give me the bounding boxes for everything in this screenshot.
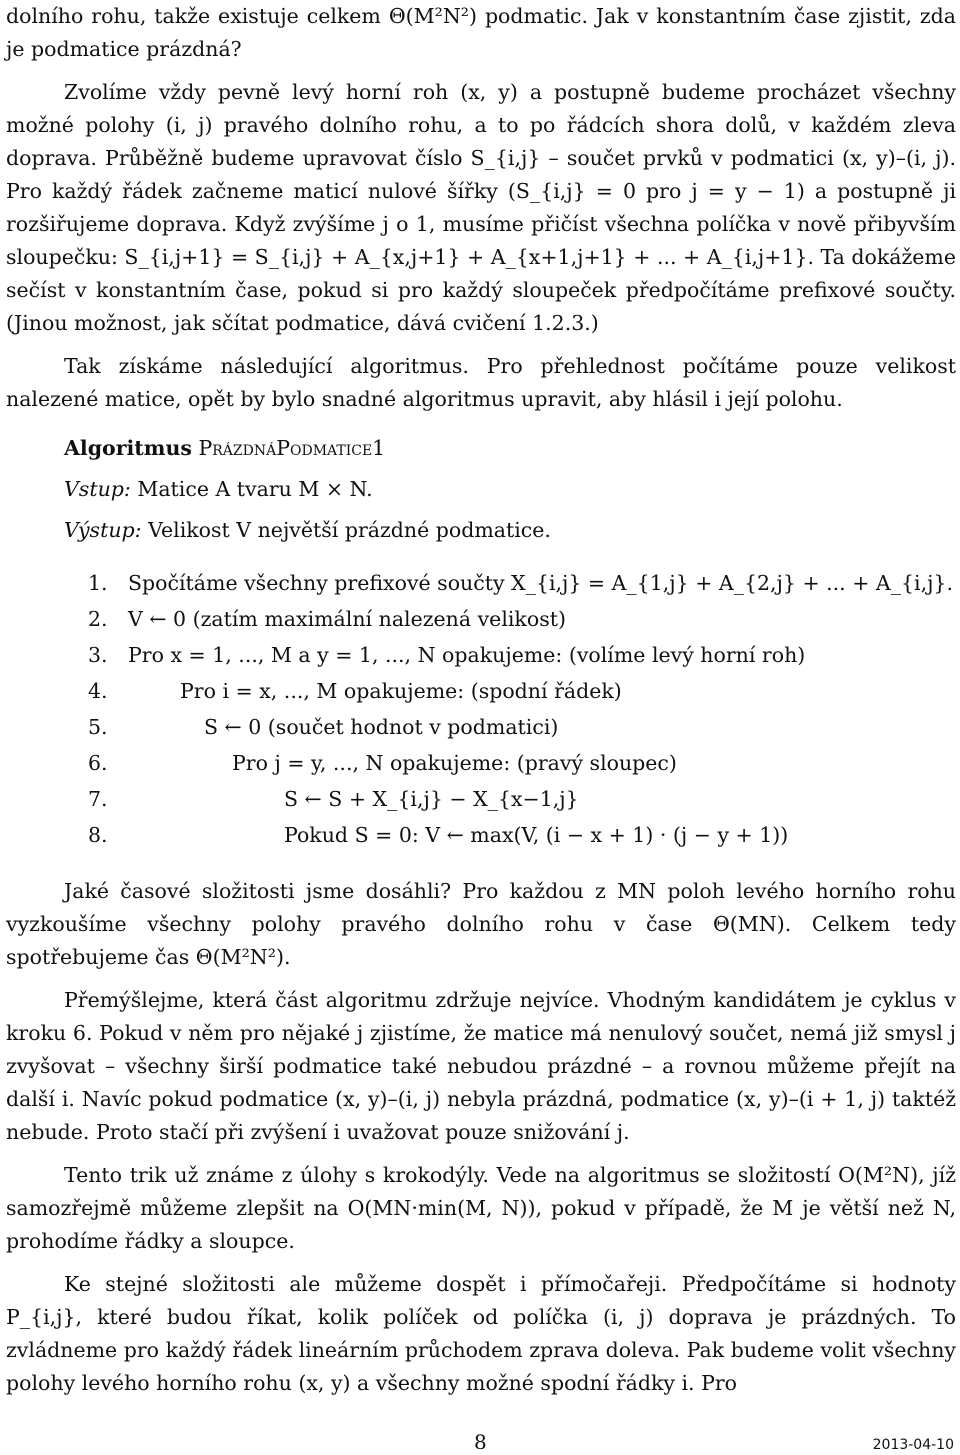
algorithm-step [64, 817, 956, 853]
algorithm-steps [64, 565, 956, 853]
algorithm-output [64, 514, 956, 547]
step-text: Pro i = x, ..., M opakujeme: (spodní řádek) [180, 679, 622, 703]
algorithm-step [64, 601, 956, 637]
step-text: V ← 0 (zatím maximální nalezená velikost) [128, 607, 566, 631]
algorithm-step [64, 709, 956, 745]
paragraph-complexity: Jaké časové složitosti jsme dosáhli? Pro každou z MN poloh levého horního rohu vyzkoušíme všechny polohy pravého dolního rohu v čase Θ(MN). Celkem tedy spotřebujeme čas Θ(M²N²). [6, 879, 956, 969]
paragraph-trick: Tento trik už známe z úlohy s krokodýly. Vede na algoritmus se složitostí O(M²N), jíž samozřejmě můžeme zlepšit na O(MN·min(M, N)), pokud v případě, že M je větší než N, prohodíme řádky a sloupce. [6, 1163, 956, 1253]
algorithm-step [64, 745, 956, 781]
input-text: Matice A tvaru M × N. [137, 477, 373, 501]
output-label: Výstup: [64, 518, 142, 542]
step-number: 8. [88, 823, 108, 847]
paragraph-intro: dolního rohu, takže existuje celkem Θ(M²N²) podmatic. Jak v konstantním čase zjistit, zda je podmatice prázdná? [6, 4, 956, 61]
algorithm-step [64, 781, 956, 817]
step-text: S ← 0 (součet hodnot v podmatici) [204, 715, 559, 739]
step-text: Pro j = y, ..., N opakujeme: (pravý sloupec) [232, 751, 677, 775]
output-text: Velikost V největší prázdné podmatice. [148, 518, 551, 542]
step-number: 1. [88, 571, 108, 595]
page-number: 8 [474, 1430, 487, 1454]
step-number: 2. [88, 607, 108, 631]
algorithm-label: Algoritmus [64, 436, 192, 460]
algorithm-title [64, 432, 956, 465]
algorithm-block [64, 432, 956, 853]
paragraph-improvement: Přemýšlejme, která část algoritmu zdržuje nejvíce. Vhodným kandidátem je cyklus v kroku 6. Pokud v něm pro nějaké j zjistíme, že matice má nenulový součet, nemá již smysl j zvyšovat – všechny širší podmatice také nebudou prázdné – a rovnou můžeme přejít na další i. Navíc pokud podmatice (x, y)–(i, j) nebyla prázdná, podmatice (x, y)–(i + 1, j) taktéž nebude. Proto stačí při zvýšení i uvažovat pouze snižování j. [6, 988, 956, 1144]
input-label: Vstup: [64, 477, 131, 501]
algorithm-step [64, 565, 956, 601]
step-text: Pokud S = 0: V ← max(V, (i − x + 1) · (j − y + 1)) [284, 823, 789, 847]
step-text: S ← S + X_{i,j} − X_{x−1,j} [284, 787, 579, 811]
page-date: 2013-04-10 [872, 1437, 954, 1453]
step-number: 3. [88, 643, 108, 667]
step-number: 6. [88, 751, 108, 775]
algorithm-step [64, 673, 956, 709]
step-text: Spočítáme všechny prefixové součty X_{i,j} = A_{1,j} + A_{2,j} + ... + A_{i,j}. [128, 571, 953, 595]
step-text: Pro x = 1, ..., M a y = 1, ..., N opakujeme: (volíme levý horní roh) [128, 643, 806, 667]
algorithm-name: PrázdnáPodmatice1 [198, 436, 386, 460]
step-number: 4. [88, 679, 108, 703]
algorithm-step [64, 637, 956, 673]
algorithm-input [64, 473, 956, 506]
document-page [6, 0, 956, 1400]
paragraph-alternative: Ke stejné složitosti ale můžeme dospět i přímočařeji. Předpočítáme si hodnoty P_{i,j}, které budou říkat, kolik políček od políčka (i, j) doprava je prázdných. To zvládneme pro každý řádek lineárním průchodem zprava doleva. Pak budeme volit všechny polohy levého horního rohu (x, y) a všechny možné spodní řádky i. Pro [6, 1272, 956, 1395]
step-number: 5. [88, 715, 108, 739]
step-number: 7. [88, 787, 108, 811]
paragraph-algorithm-intro: Tak získáme následující algoritmus. Pro přehlednost počítáme pouze velikost nalezené matice, opět by bylo snadné algoritmus upravit, aby hlásil i její polohu. [6, 354, 956, 411]
paragraph-method: Zvolíme vždy pevně levý horní roh (x, y) a postupně budeme procházet všechny možné polohy (i, j) pravého dolního rohu, a to po řádcích shora dolů, v každém zleva doprava. Průběžně budeme upravovat číslo S_{i,j} – součet prvků v podmatici (x, y)–(i, j). Pro každý řádek začneme maticí nulové šířky (S_{i,j} = 0 pro j = y − 1) a postupně ji rozšiřujeme doprava. Když zvýšíme j o 1, musíme přičíst všechna políčka v nově přibyvším sloupečku: S_{i,j+1} = S_{i,j} + A_{x,j+1} + A_{x+1,j+1} + ... + A_{i,j+1}. Ta dokážeme sečíst v konstantním čase, pokud si pro každý sloupeček předpočítáme prefixové součty. (Jinou možnost, jak sčítat podmatice, dává cvičení 1.2.3.) [6, 80, 956, 335]
